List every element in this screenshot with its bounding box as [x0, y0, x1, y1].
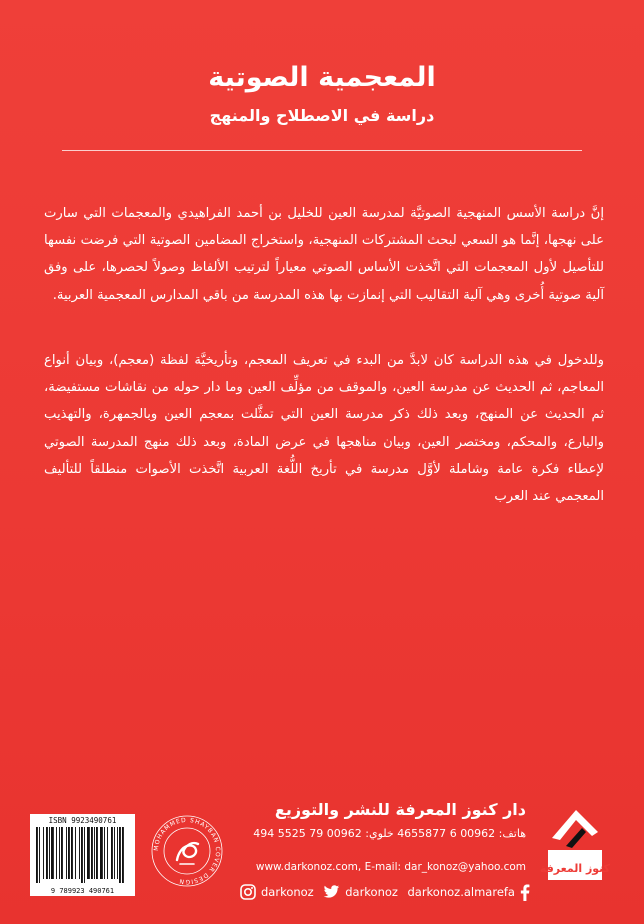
book-subtitle: دراسة في الاصطلاح والمنهج	[209, 106, 435, 125]
isbn-barcode	[30, 814, 135, 896]
publisher-logo-text: كنوز المعرفة	[539, 862, 611, 875]
facebook-handle: darkonoz.almarefa	[407, 885, 515, 899]
facebook-icon	[520, 884, 530, 901]
blurb-paragraph-1: إنَّ دراسة الأسس المنهجية الصوتيَّة لمدرسة العين للخليل بن أحمد الفراهيدي والمعجمات التي سارت على نهجها، إنَّما هو السعي لبحث المشتركات المنهجية، واستخراج المضامين الصوتية التي فرضت نفسها للتأصيل لأول المعجمات التي اتَّخذت الأساس الصوتي معياراً لترتيب الألفاظ وصولاً لحصرها، على وفق آلية صوتية أُخرى وهي آلية التقاليب التي إنمازت بها هذه المدرسة من باقي المدارس المعجمية العربية.	[44, 206, 604, 303]
publisher-name: دار كنوز المعرفة للنشر والتوزيع	[274, 800, 526, 819]
instagram-link[interactable]	[240, 884, 314, 900]
designer-seal	[150, 814, 224, 888]
social-links	[240, 882, 530, 902]
barcode-bars	[36, 827, 129, 883]
publisher-web-email: www.darkonoz.com, E-mail: dar_konoz@yahoo.com	[255, 861, 526, 873]
barcode-digits: 9 789923 490761	[50, 887, 115, 895]
instagram-handle: darkonoz	[261, 885, 314, 899]
publisher-logo	[539, 802, 611, 882]
svg-text:MOHAMMED SHAYBAN COVER DESIGN	[153, 817, 221, 885]
divider-line	[62, 150, 582, 151]
twitter-link[interactable]	[323, 885, 398, 899]
facebook-link[interactable]	[407, 884, 530, 901]
twitter-bird-icon	[323, 885, 340, 899]
designer-seal-text: MOHAMMED SHAYBAN COVER DESIGN	[152, 816, 222, 886]
instagram-icon	[240, 884, 256, 900]
book-title: المعجمية الصوتية	[208, 62, 436, 93]
publisher-phone: هاتف: 00962 6 4655877 خلوي: 00962 79 5525 494	[253, 827, 526, 840]
blurb-paragraph-2: وللدخول في هذه الدراسة كان لابدَّ من البدء في تعريف المعجم، وتأريخيَّة لفظة (معجم)، وبيان أنواع المعاجم، ثم الحديث عن مدرسة العين، والموقف من مؤلِّف العين وما دار حوله من نقاشات مستفيضة، ثم الحديث عن المنهج، وبعد ذلك ذكر مدرسة العين التي تمثَّلت بمعجم العين وبالجمهرة، والتهذيب والبارع، والمحكم، ومختصر العين، وبيان مناهجها في عرض المادة، وبعد ذلك منهج المدرسة الصوتي لإعطاء فكرة عامة وشاملة لأوَّل مدرسة في تأريخ اللُّغة العربية اتَّخذت الأصوات منطلقاً للتأليف المعجمي عند العرب	[44, 353, 604, 505]
isbn-number: ISBN 9923490761	[48, 816, 117, 825]
twitter-handle: darkonoz	[345, 885, 398, 899]
